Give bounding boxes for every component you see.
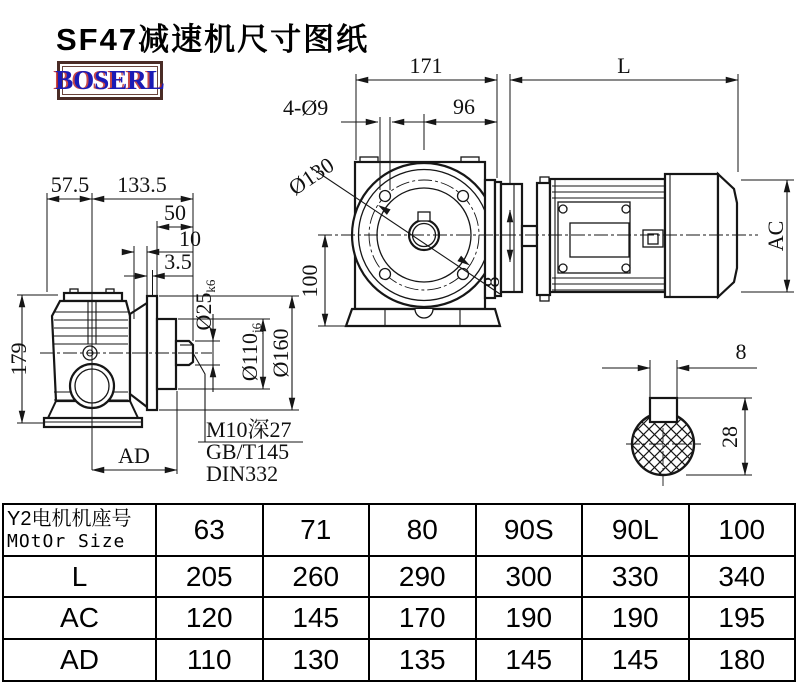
row-label-AC: AC (4, 598, 155, 638)
table-header-cn: Y2电机机座号 (7, 508, 132, 530)
cell-L-71: 260 (264, 557, 369, 596)
dim-96: 96 (453, 94, 475, 119)
table-header-en: MOtOr Size (7, 531, 126, 552)
dim-spigot-dia (237, 322, 264, 381)
row-label-AD: AD (4, 640, 155, 680)
cell-AC-90S: 190 (477, 598, 582, 638)
section-key-width: 8 (735, 339, 747, 364)
brand-logo: BOSERL (57, 61, 163, 100)
motor-size-table (2, 503, 796, 682)
front-view (346, 157, 500, 326)
page-title: SF47减速机尺寸图纸 (56, 22, 370, 57)
col-header-90L: 90L (583, 505, 688, 555)
dim-AD: AD (118, 443, 150, 468)
dim-171: 171 (409, 53, 443, 78)
cell-AD-80: 135 (370, 640, 475, 680)
dim-25-tol: k6 (203, 279, 218, 293)
cell-AD-100: 180 (690, 640, 795, 680)
dim-130: Ø130 (283, 152, 339, 201)
dim-key-8: 8 (479, 276, 504, 288)
cell-L-63: 205 (157, 557, 262, 596)
cell-AD-90S: 145 (477, 640, 582, 680)
row-label-L: L (4, 557, 155, 596)
col-header-100: 100 (690, 505, 795, 555)
table-header-cell (4, 505, 155, 555)
dim-4xO9: 4-Ø9 (283, 95, 329, 120)
dim-110: Ø110 (237, 333, 262, 382)
dim-3-5: 3.5 (164, 249, 192, 274)
cell-L-90S: 300 (477, 557, 582, 596)
col-header-71: 71 (264, 505, 369, 555)
dim-25: Ø25 (191, 292, 216, 331)
shaft-keyway (650, 398, 677, 422)
note-gbt145: GB/T145 (206, 439, 290, 464)
cell-AD-63: 110 (157, 640, 262, 680)
cell-L-100: 340 (690, 557, 795, 596)
cell-L-90L: 330 (583, 557, 688, 596)
col-header-90S: 90S (477, 505, 582, 555)
dim-133-5: 133.5 (117, 172, 167, 197)
dim-shaft-dia (191, 279, 218, 330)
col-header-63: 63 (157, 505, 262, 555)
note-din332: DIN332 (206, 461, 279, 486)
cell-AC-80: 170 (370, 598, 475, 638)
dim-160: Ø160 (268, 328, 293, 378)
cell-AC-100: 195 (690, 598, 795, 638)
bore-keyway (418, 212, 430, 221)
cell-AC-71: 145 (264, 598, 369, 638)
cell-AD-71: 130 (264, 640, 369, 680)
dim-110-tol: j6 (249, 322, 264, 334)
cell-L-80: 290 (370, 557, 475, 596)
dim-L: L (617, 53, 631, 78)
dim-179: 179 (6, 342, 31, 376)
col-header-80: 80 (370, 505, 475, 555)
dim-50: 50 (164, 200, 186, 225)
dim-57-5: 57.5 (50, 172, 90, 197)
note-m10: M10深27 (206, 417, 292, 442)
dim-10: 10 (179, 226, 201, 251)
cell-AC-63: 120 (157, 598, 262, 638)
section-key-height: 28 (717, 426, 742, 448)
cell-AD-90L: 145 (583, 640, 688, 680)
dim-100: 100 (297, 264, 322, 298)
cell-AC-90L: 190 (583, 598, 688, 638)
shaft-section (626, 398, 701, 486)
dim-AC: AC (763, 220, 788, 252)
